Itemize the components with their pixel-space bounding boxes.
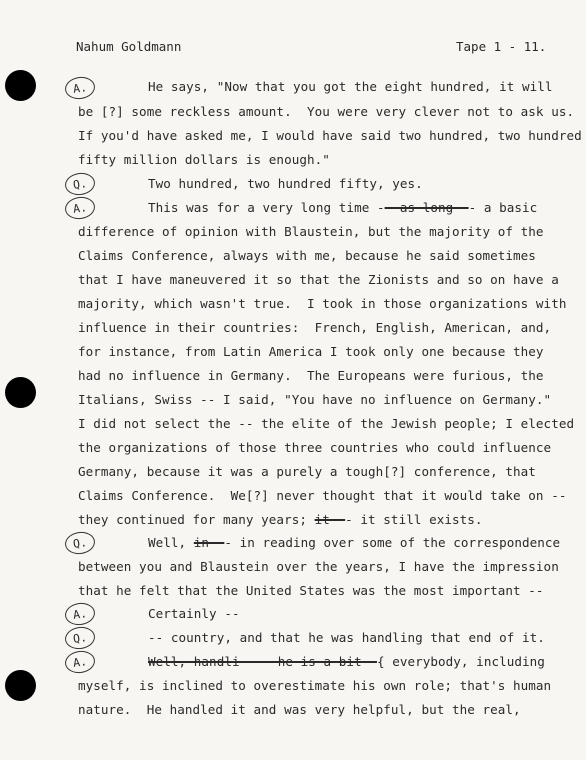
text-line: that I have maneuvered it so that the Zionists and so on have a [78, 272, 559, 287]
text-line: myself, is inclined to overestimate his own role; that's human [78, 678, 552, 693]
text-segment: { everybody, including [376, 654, 545, 669]
text-line: that he felt that the United States was the most important -- [78, 583, 544, 598]
text-segment: - a basic [468, 200, 538, 215]
text-line: majority, which wasn't true. I took in those organizations with [78, 296, 567, 311]
text-line: the organizations of those three countries who could influence [78, 440, 552, 455]
text-segment: Well, [148, 535, 194, 550]
punch-hole-bottom [5, 670, 36, 701]
text-line: fifty million dollars is enough." [78, 152, 330, 167]
text-line [148, 200, 537, 215]
speaker-marker-q: Q. [64, 530, 97, 556]
text-line: He says, "Now that you got the eight hundred, it will [148, 79, 553, 94]
speaker-marker-a: A. [64, 601, 97, 627]
text-line: -- country, and that he was handling that end of it. [148, 630, 545, 645]
speaker-marker-a: A. [64, 195, 97, 221]
speaker-marker-q: Q. [64, 171, 97, 197]
text-line: Claims Conference. We[?] never thought that it would take on -- [78, 488, 567, 503]
punch-hole-middle [5, 377, 36, 408]
text-line: had no influence in Germany. The Europeans were furious, the [78, 368, 544, 383]
text-line [78, 512, 483, 527]
text-line: If you'd have asked me, I would have said two hundred, two hundred [78, 128, 582, 143]
text-line: I did not select the -- the elite of the Jewish people; I elected [78, 416, 575, 431]
text-line: between you and Blaustein over the years, I have the impression [78, 559, 559, 574]
header-tape: Tape 1 - 11. [456, 39, 547, 54]
speaker-marker-q: Q. [64, 625, 97, 651]
text-line [148, 535, 560, 550]
text-line [148, 654, 545, 669]
struck-text: Well, handli- -- he is a bit - [148, 654, 377, 669]
text-segment: This was for a very long time - [148, 200, 385, 215]
struck-text: - as long - [384, 200, 469, 215]
text-line: Claims Conference, always with me, because he said sometimes [78, 248, 536, 263]
text-line: Italians, Swiss -- I said, "You have no influence on Germany." [78, 392, 552, 407]
text-segment: - it still exists. [345, 512, 483, 527]
text-line: be [?] some reckless amount. You were very clever not to ask us. [78, 104, 575, 119]
text-line: influence in their countries: French, English, American, and, [78, 320, 552, 335]
text-line: nature. He handled it and was very helpful, but the real, [78, 702, 521, 717]
speaker-marker-a: A. [64, 649, 97, 675]
text-line: difference of opinion with Blaustein, but the majority of the [78, 224, 544, 239]
struck-text: in - [193, 535, 225, 550]
struck-text: it - [314, 512, 346, 527]
text-line: Two hundred, two hundred fifty, yes. [148, 176, 423, 191]
text-segment: they continued for many years; [78, 512, 315, 527]
punch-hole-top [5, 70, 36, 101]
speaker-marker-a: A. [64, 75, 97, 101]
text-segment: - in reading over some of the correspondence [224, 535, 561, 550]
header-name: Nahum Goldmann [76, 39, 182, 54]
text-line: Germany, because it was a purely a tough[?] conference, that [78, 464, 536, 479]
text-line: Certainly -- [148, 606, 240, 621]
text-line: for instance, from Latin America I took only one because they [78, 344, 544, 359]
